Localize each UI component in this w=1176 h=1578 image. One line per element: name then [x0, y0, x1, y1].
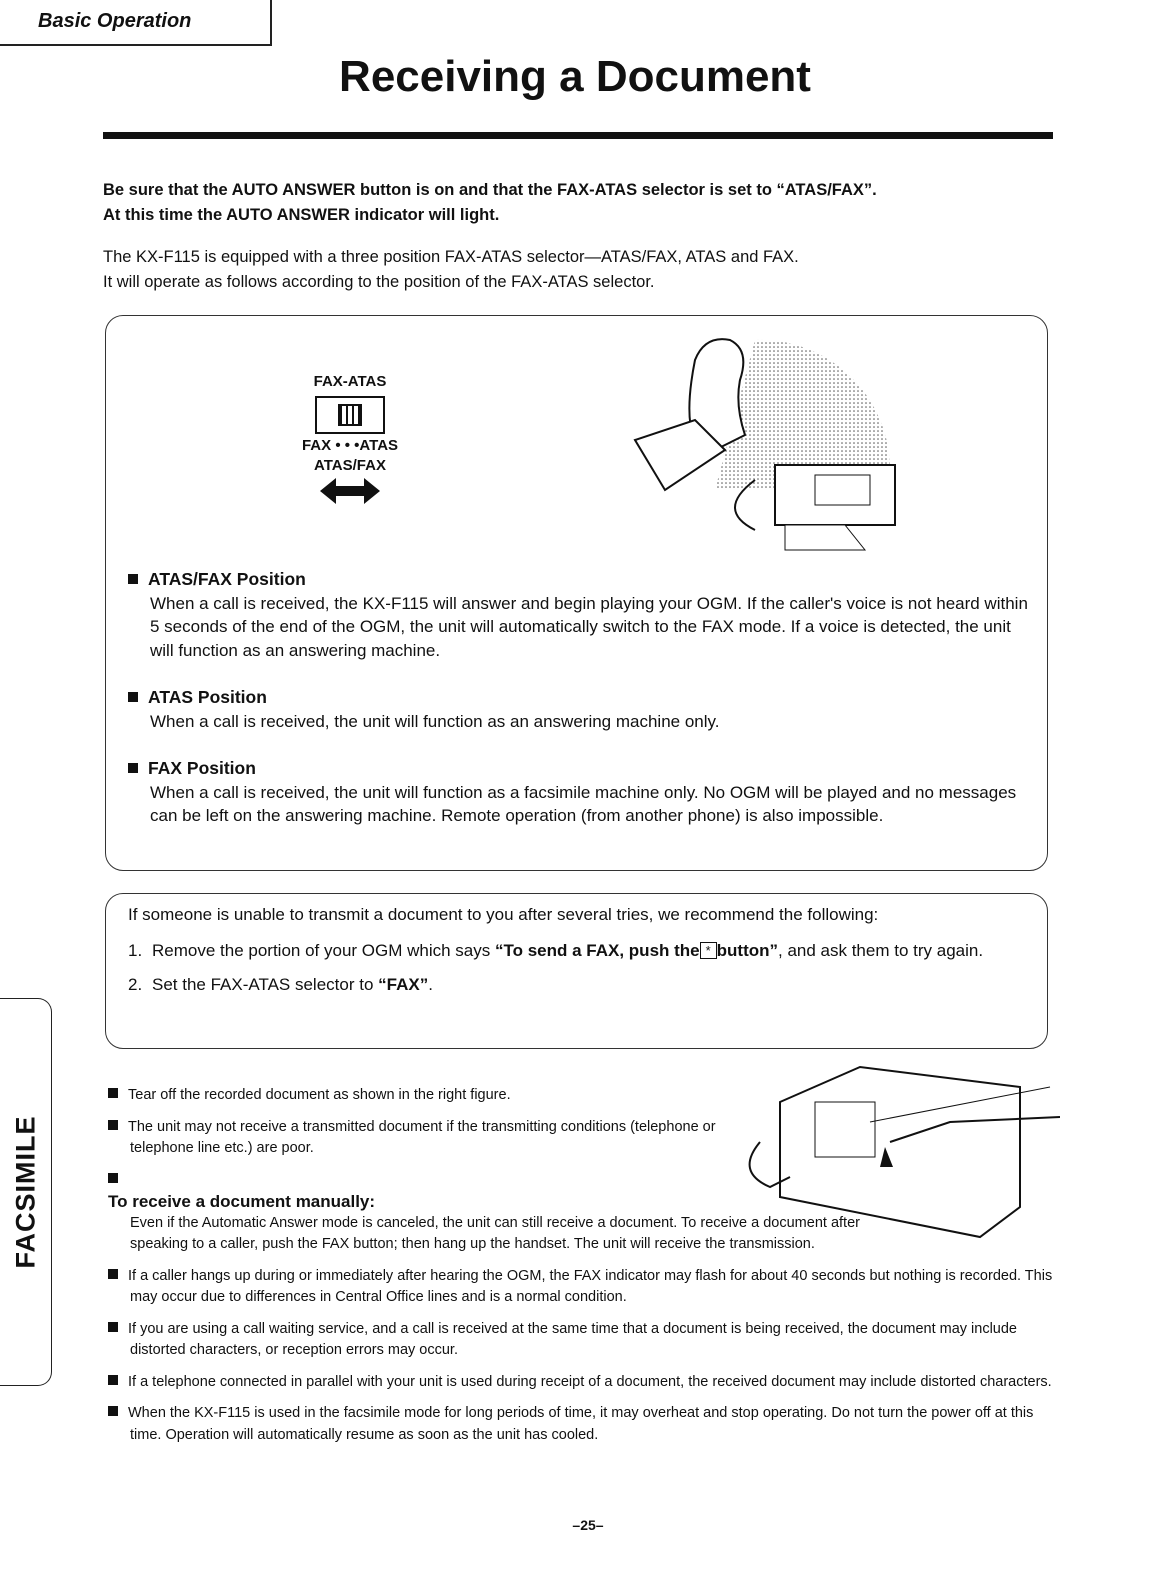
note-item: If you are using a call waiting service, and a call is received at the same time that a document is being received, the document may include distorted characters, or reception errors may occur.: [108, 1319, 1058, 1362]
intro-notice: [103, 178, 1053, 228]
section-tab: Basic Operation: [0, 0, 272, 46]
position-fax: [128, 757, 1028, 828]
position-title: FAX Position: [128, 757, 1028, 781]
title-rule: [103, 132, 1053, 139]
tips-lead: If someone is unable to transmit a document to you after several tries, we recommend the following:: [128, 905, 879, 924]
position-atas-fax: [128, 568, 1028, 662]
selector-middle: ATAS/FAX: [314, 457, 386, 474]
selector-diagram: [270, 372, 430, 512]
tip-text: .: [428, 975, 433, 994]
position-atas: [128, 686, 1028, 733]
note-item: If a caller hangs up during or immediately after hearing the OGM, the FAX indicator may flash for about 40 seconds but nothing is recorded. This may occur due to differences in Central Office lines and is a normal condition.: [108, 1266, 1058, 1309]
tip-quote: “FAX”: [378, 975, 429, 994]
selector-left: FAX: [301, 437, 332, 454]
tip-1: [128, 939, 1038, 963]
note-item: The unit may not receive a transmitted document if the transmitting conditions (telephone or telephone line etc.) are poor.: [108, 1117, 1058, 1160]
intro-line: Be sure that the AUTO ANSWER button is on and that the FAX-ATAS selector is set to “ATAS/FAX”.: [103, 181, 877, 199]
tips-content: [128, 905, 1038, 995]
position-title: ATAS/FAX Position: [128, 568, 1028, 592]
tip-text: Remove the portion of your OGM which says: [152, 941, 495, 960]
note-item: Tear off the recorded document as shown in the right figure.: [108, 1085, 1058, 1107]
star-key-icon: *: [700, 942, 717, 959]
intro-line: At this time the AUTO ANSWER indicator will light.: [103, 206, 500, 224]
para-line: The KX-F115 is equipped with a three position FAX-ATAS selector—ATAS/FAX, ATAS and FAX.: [103, 248, 799, 266]
para-line: It will operate as follows according to the position of the FAX-ATAS selector.: [103, 273, 655, 291]
selector-title: FAX-ATAS: [313, 373, 387, 390]
page-number: –25–: [572, 1517, 604, 1533]
tip-2: [128, 975, 1038, 995]
tip-text: , and ask them to try again.: [778, 941, 984, 960]
tip-quote: “To send a FAX, push the: [494, 941, 700, 960]
manual-text: Even if the Automatic Answer mode is canceled, the unit can still receive a document. To receive a document after speaking to a caller, push the FAX button; then hang up the handset. The unit will receive the transmission.: [130, 1214, 860, 1252]
intro-paragraph: [103, 245, 1053, 295]
chapter-side-tab: [0, 998, 52, 1386]
double-arrow-icon: [320, 476, 380, 506]
position-text: When a call is received, the unit will function as an answering machine only.: [150, 711, 720, 731]
position-title: ATAS Position: [128, 686, 1028, 710]
note-item: If a telephone connected in parallel with your unit is used during receipt of a document, the received document may include distorted characters.: [108, 1372, 1058, 1394]
manual-title: To receive a document manually:: [108, 1192, 376, 1211]
selector-right: ATAS: [359, 437, 399, 454]
tip-text: Set the FAX-ATAS selector to: [152, 975, 379, 994]
woman-at-fax-illustration: [625, 330, 900, 555]
notes-list: [108, 1085, 1058, 1456]
tip-number: 2.: [128, 975, 143, 994]
selector-switch-icon: [315, 396, 385, 434]
chapter-label: FACSIMILE: [10, 1115, 40, 1269]
page-title: Receiving a Document: [339, 52, 811, 101]
tip-number: 1.: [128, 941, 143, 960]
position-text: When a call is received, the unit will function as a facsimile machine only. No OGM will be played and no messages can be left on the answering machine. Remote operation (from another phone) is also impossible.: [150, 782, 1017, 825]
position-text: When a call is received, the KX-F115 will answer and begin playing your OGM. If the caller's voice is not heard within 5 seconds of the end of the OGM, the unit will automatically switch to the FAX mode. If a voice is detected, the unit will function as an answering machine.: [150, 593, 1028, 660]
selector-labels: FAX • • •ATAS: [301, 437, 399, 454]
note-item: When the KX-F115 is used in the facsimile mode for long periods of time, it may overheat and stop operating. Do not turn the power off at this time. Operation will automatically resume as soon as the unit has cooled.: [108, 1403, 1058, 1446]
tip-quote: button”: [716, 941, 778, 960]
manual-receive-note: [108, 1170, 1058, 1256]
